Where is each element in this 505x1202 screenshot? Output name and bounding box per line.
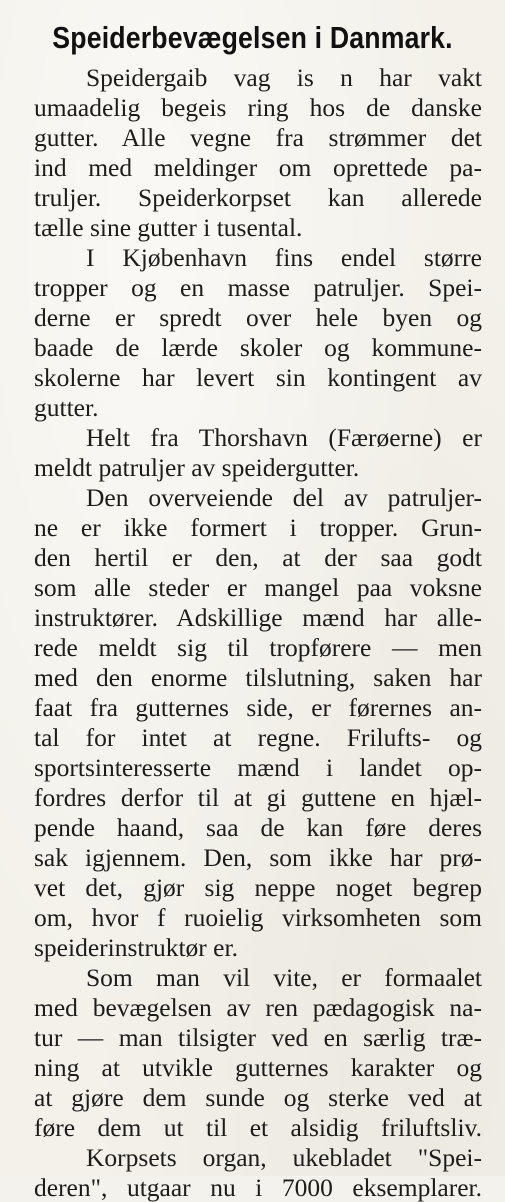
body-line: skolerne har levert sin kontingent av <box>34 363 482 392</box>
body-line: ind med meldinger om oprettede pa- <box>34 153 482 182</box>
body-line: tropper og en masse patruljer. Spei- <box>34 273 482 302</box>
body-line: Speidergaib vag is n har vakt <box>86 63 482 92</box>
body-line: som alle steder er mangel paa voksne <box>34 573 482 602</box>
body-line: vet det, gjør sig neppe noget begrep <box>34 873 482 902</box>
body-line: sportsinteresserte mænd i landet op- <box>34 753 482 782</box>
body-line: ne er ikke formert i tropper. Grun- <box>34 513 482 542</box>
body-line: Den overveiende del av patruljer- <box>86 483 482 512</box>
body-line: gutter. <box>34 393 99 422</box>
body-line: om, hvor f ruoielig virksomheten som <box>34 903 482 932</box>
body-line: tælle sine gutter i tusental. <box>34 213 303 242</box>
body-line: Som man vil vite, er formaalet <box>86 963 482 992</box>
body-line: føre dem ut til et alsidig friluftsliv. <box>34 1113 482 1142</box>
body-line: deren", utgaar nu i 7000 eksemplarer. <box>34 1173 482 1202</box>
body-line: gutter. Alle vegne fra strømmer det <box>34 123 482 152</box>
body-line: Korpsets organ, ukebladet "Spei- <box>86 1143 482 1172</box>
body-line: at gjøre dem sunde og sterke ved at <box>34 1083 482 1112</box>
body-line: tal for intet at regne. Frilufts- og <box>34 723 482 752</box>
body-line: speiderinstruktør er. <box>34 933 238 962</box>
body-line: baade de lærde skoler og kommune- <box>34 333 482 362</box>
body-line: meldt patruljer av speidergutter. <box>34 453 360 482</box>
body-line: den hertil er den, at der saa godt <box>34 543 482 572</box>
body-line: fordres derfor til at gi guttene en hjæl- <box>34 783 482 812</box>
body-line: faat fra gutternes side, er førernes an- <box>34 693 482 722</box>
body-line: pende haand, saa de kan føre deres <box>34 813 482 842</box>
body-line: instruktører. Adskillige mænd har alle- <box>34 603 482 632</box>
body-line: I Kjøbenhavn fins endel større <box>86 243 482 272</box>
body-line: derne er spredt over hele byen og <box>34 303 482 332</box>
body-line: tur — man tilsigter ved en særlig træ- <box>34 1023 482 1052</box>
body-line: rede meldt sig til tropførere — men <box>34 633 482 662</box>
body-line: sak igjennem. Den, som ikke har prø- <box>34 843 482 872</box>
body-line: med bevægelsen av ren pædagogisk na- <box>34 993 482 1022</box>
body-line: ning at utvikle gutternes karakter og <box>34 1053 482 1082</box>
body-line: Helt fra Thorshavn (Færøerne) er <box>86 423 482 452</box>
body-line: med den enorme tilslutning, saken har <box>34 663 482 692</box>
article-headline: Speiderbevægelsen i Danmark. <box>52 20 453 55</box>
body-line: umaadelig begeis ring hos de danske <box>34 93 482 122</box>
body-line: truljer. Speiderkorpset kan allerede <box>34 183 482 212</box>
